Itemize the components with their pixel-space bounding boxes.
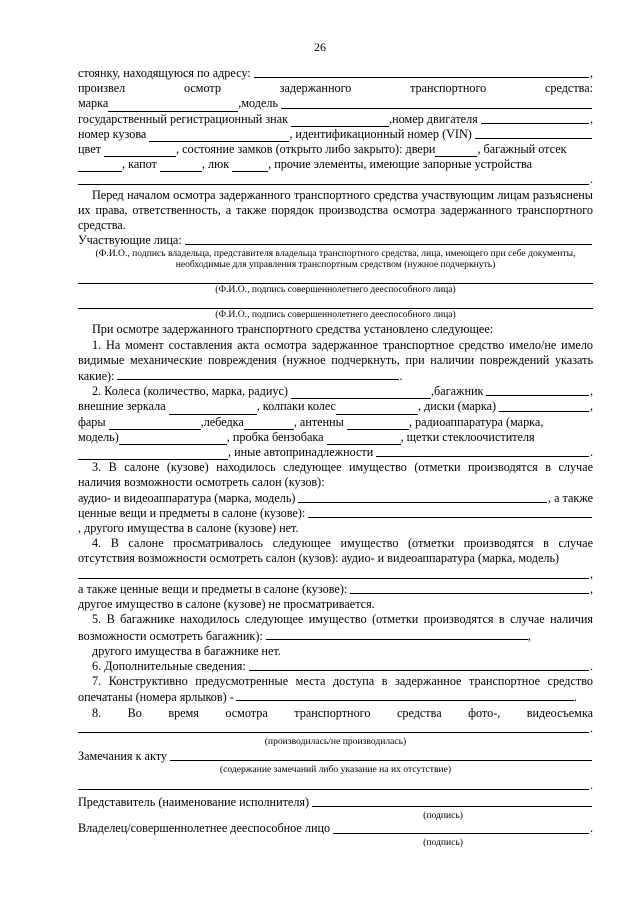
not-visible-note: другое имущество в салоне (кузове) не просматривается.: [78, 597, 375, 612]
photo-field-line: .: [78, 721, 593, 736]
rights-paragraph: Перед началом осмотра задержанного транспортного средства участвующим лицам разъяснены их права, ответственность, а также порядок производства осмотра задержанного транспортного средства.: [78, 187, 593, 233]
roof-rack-field[interactable]: [486, 384, 589, 396]
seal-numbers-field[interactable]: [236, 689, 574, 701]
other-locks-line: .: [78, 172, 593, 187]
hood-field[interactable]: [160, 160, 202, 172]
damage-field[interactable]: [117, 368, 399, 380]
wheels-field[interactable]: [291, 387, 431, 399]
accessories-field[interactable]: [376, 445, 589, 457]
reg-engine-line: государственный регистрационный знак ,номер двигателя ,: [78, 111, 593, 126]
wipers-field[interactable]: [78, 448, 228, 460]
no-other-trunk: другого имущества в багажнике нет.: [92, 643, 281, 658]
mirrors-line: внешние зеркала , колпаки колес , диски (марка) ,: [78, 399, 593, 414]
inspection-act-body: [78, 66, 593, 848]
adult-1-caption: (Ф.И.О., подпись совершеннолетнего дееспособного лица): [215, 284, 456, 296]
participants-field[interactable]: [185, 233, 592, 245]
headlights-line: фары ,лебедка , антенны , радиоаппаратура (марка,: [78, 414, 544, 429]
trunk-paragraph: 5. В багажнике находилось следующее имущество (отметки производятся в случае наличия возможности осмотреть багажник): ,: [78, 612, 593, 643]
valuables-field[interactable]: [308, 506, 592, 518]
body-number-field[interactable]: [149, 130, 289, 142]
owner-caption: (Ф.И.О., подпись владельца, представителя владельца транспортного средства, лица, имеющего при себе документы, необходимые для управления транспортным средством (нужное подчеркнуть): [95, 248, 576, 271]
adult-witness-2-field[interactable]: [78, 295, 593, 309]
cabin-paragraph: 3. В салоне (кузове) находилось следующее имущество (отметки производятся в случае наличия возможности осмотреть салон (кузов):: [78, 460, 593, 490]
damage-paragraph: 1. На момент составления акта осмотра задержанное транспортное средство имело/не имело видимые механические повреждения (нужное подчеркнуть, при наличии повреждений указать какие): .: [78, 337, 593, 384]
wheels-line: 2. Колеса (количество, марка, радиус) ,багажник ,: [92, 384, 593, 399]
remarks-caption: (содержание замечаний либо указание на их отсутствие): [219, 764, 452, 776]
sign-caption-1: (подпись): [423, 810, 463, 822]
visible-paragraph: 4. В салоне просматривалось следующее имущество (отметки производятся в случае отсутствия возможности осмотреть салон (кузов): аудио- и видеоаппаратура (марка, модель): [78, 536, 593, 566]
engine-number-field[interactable]: [481, 112, 589, 124]
fuel-cap-field[interactable]: [327, 433, 401, 445]
performed-line: произвел осмотр задержанного транспортного средства:: [78, 81, 593, 96]
other-locks-field[interactable]: [78, 173, 589, 185]
valuables-line: ценные вещи и предметы в салоне (кузове):: [78, 506, 593, 521]
color-locks-line: цвет , состояние замков (открыто либо закрыто): двери , багажный отсек: [78, 142, 567, 157]
remarks-continued-line: .: [78, 775, 593, 793]
antennas-field[interactable]: [347, 418, 409, 430]
doors-field[interactable]: [435, 145, 477, 157]
remarks-line: Замечания к акту: [78, 749, 593, 764]
reg-plate-field[interactable]: [291, 115, 389, 127]
headlights-field[interactable]: [109, 418, 201, 430]
photo-caption: (производилась/не производилась): [264, 735, 407, 747]
body-vin-line: номер кузова , идентификационный номер (VIN): [78, 127, 593, 142]
trunk-field[interactable]: [78, 160, 122, 172]
hood-hatch-line: , капот , люк , прочие элементы, имеющие запорные устройства: [78, 157, 593, 172]
model-field[interactable]: [281, 97, 592, 109]
photo-line: 8. Во время осмотра транспортного средства фото-, видеосъемка: [92, 705, 593, 720]
page-number: 26: [314, 40, 326, 54]
adult-2-caption: (Ф.И.О., подпись совершеннолетнего дееспособного лица): [215, 309, 456, 321]
visible-valuables-field[interactable]: [350, 582, 589, 594]
trunk-contents-field[interactable]: [266, 628, 528, 640]
radio-model-field[interactable]: [119, 433, 227, 445]
audio-line: аудио- и видеоаппаратура (марка, модель) , а также: [78, 490, 593, 505]
extra-info-line: 6. Дополнительные сведения: .: [92, 658, 593, 673]
representative-signature-field[interactable]: [312, 795, 592, 807]
address-line: стоянку, находящуюся по адресу: ,: [78, 66, 593, 80]
address-field[interactable]: [254, 66, 589, 78]
visible-audio-field[interactable]: [78, 567, 589, 579]
accessories-line: , иные автопринадлежности .: [78, 445, 593, 460]
mirrors-field[interactable]: [169, 403, 257, 415]
representative-line: Представитель (наименование исполнителя): [78, 795, 593, 810]
sign-caption-2: (подпись): [423, 836, 463, 848]
adult-witness-1-field[interactable]: [78, 270, 593, 284]
remarks-continued-field[interactable]: [78, 775, 589, 790]
participants-line: Участвующие лица:: [78, 233, 593, 248]
no-other-cabin: , другого имущества в салоне (кузове) нет.: [78, 521, 299, 536]
color-field[interactable]: [104, 145, 176, 157]
visible-valuables-line: а также ценные вещи и предметы в салоне (кузове): ,: [78, 581, 593, 596]
rims-field[interactable]: [499, 400, 589, 412]
radio-model-line: модель) , пробка бензобака , щетки стеклоочистителя: [78, 429, 535, 444]
owner-signature-field[interactable]: [333, 822, 589, 834]
make-model-line: марка ,модель: [78, 96, 593, 111]
audio-field[interactable]: [298, 491, 546, 503]
visible-audio-line: ,: [78, 567, 593, 582]
winch-field[interactable]: [244, 418, 294, 430]
hatch-field[interactable]: [232, 160, 268, 172]
extra-info-field[interactable]: [249, 659, 589, 671]
owner-line: Владелец/совершеннолетнее дееспособное лицо .: [78, 821, 593, 836]
make-field[interactable]: [108, 100, 238, 112]
found-heading: При осмотре задержанного транспортного средства установлено следующее:: [92, 322, 494, 337]
hubcaps-field[interactable]: [336, 403, 418, 415]
remarks-field[interactable]: [170, 749, 592, 761]
address-label: стоянку, находящуюся по адресу:: [78, 66, 251, 80]
photo-field[interactable]: [78, 721, 589, 733]
vin-field[interactable]: [475, 127, 592, 139]
seals-paragraph: 7. Конструктивно предусмотренные места доступа в задержанное транспортное средство опечатаны (номера ярлыков) - .: [78, 674, 593, 705]
